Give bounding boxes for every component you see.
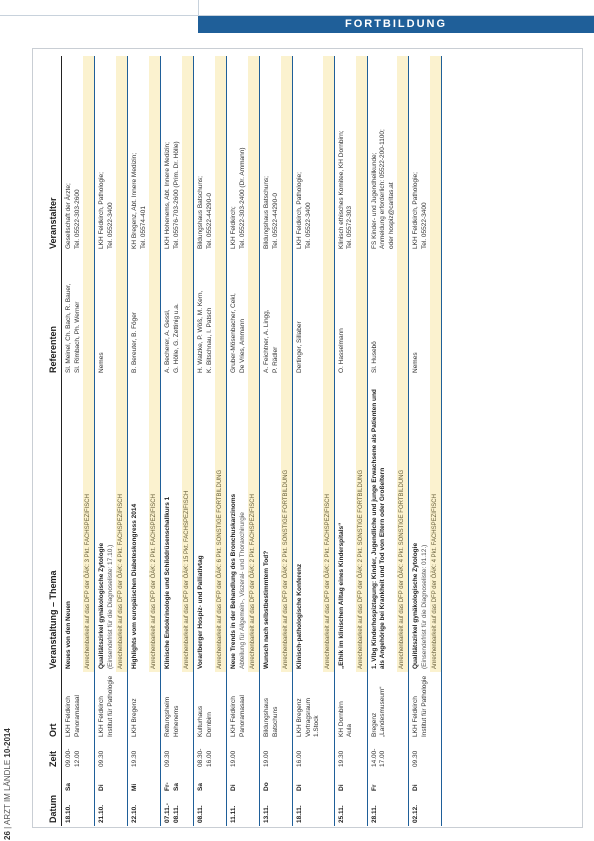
cell-referenten <box>62 252 84 376</box>
cell-zeit <box>128 740 150 770</box>
location-line: Aula <box>346 723 353 737</box>
cme-row <box>149 56 161 826</box>
page-footer <box>3 560 17 840</box>
cell-veranstalter <box>409 56 431 252</box>
header-thema: Veranstaltung – Thema <box>40 376 62 672</box>
cell-datum <box>62 794 84 826</box>
date-text: 18.10. <box>65 804 72 823</box>
cell-referenten <box>194 252 216 376</box>
cell-ort <box>409 672 431 740</box>
cell-veranstalter <box>128 56 150 252</box>
cme-spacer <box>397 740 409 770</box>
cell-referenten <box>293 252 323 376</box>
weekday-text: Do <box>263 782 270 791</box>
cme-credit: Anrechenbarkeit auf das DFP der ÖÄK: 4 Pkt. FACHSPEZIFISCH <box>430 56 442 672</box>
cell-zeit <box>227 740 249 770</box>
date-text: 13.11. <box>263 805 270 823</box>
cme-row <box>248 56 260 826</box>
speaker-line: K. Bitschnau, I. Patsch <box>205 307 213 373</box>
organizer-line: LKH Feldkirch, Pathologie; <box>412 172 419 249</box>
location-line: Bildungshaus <box>263 697 270 737</box>
cme-row <box>182 56 194 826</box>
event-title: „Ethik im klinischen Alltag eines Kinderspitals“ <box>337 522 345 669</box>
top-bar <box>0 0 594 34</box>
event-title: Neues von den Neuen <box>65 601 72 669</box>
cell-referenten <box>367 252 397 376</box>
cme-spacer <box>430 794 442 826</box>
cme-spacer <box>430 672 442 740</box>
time-text: 16.00 <box>296 750 303 767</box>
speaker-line: Sl. Rimbach, Ph. Werner <box>73 301 81 373</box>
cell-datum <box>260 794 282 826</box>
table-row <box>227 56 249 826</box>
section-banner: FORTBILDUNG <box>198 16 594 33</box>
cme-spacer <box>116 794 128 826</box>
cell-thema <box>95 376 117 672</box>
event-subtitle: Abteilung für Allgemein-, Viszeral- und Thoraxchirurgie <box>238 512 246 669</box>
cme-spacer <box>149 794 161 826</box>
cell-referenten <box>227 252 249 376</box>
speaker-line: Sl. Husebö <box>370 341 378 373</box>
location-line: Hohenems <box>172 705 180 737</box>
cell-tag <box>62 770 84 794</box>
cell-tag <box>194 770 216 794</box>
location-line: Institut für Pathologie <box>106 675 114 737</box>
cell-veranstalter <box>334 56 356 252</box>
cme-spacer <box>248 672 260 740</box>
weekday-text: Di <box>98 784 105 791</box>
organizer-line: Tel. 05574-401 <box>139 205 147 249</box>
organizer-line: Tel. 05522-3400 <box>304 202 312 249</box>
cell-zeit <box>260 740 282 770</box>
cell-tag <box>161 770 183 794</box>
cell-veranstalter <box>194 56 216 252</box>
cme-row <box>215 56 227 826</box>
location-line: Vortragsraum 1.Stock <box>304 697 320 737</box>
table-row <box>334 56 356 826</box>
organizer-line: Gesellschaft der Ärzte; <box>65 183 72 249</box>
organizer-line: LKH Feldkirch; <box>230 206 237 249</box>
cme-spacer <box>397 794 409 826</box>
cme-row <box>281 56 293 826</box>
cme-row <box>430 56 442 826</box>
cme-spacer <box>182 672 194 740</box>
cme-row <box>356 56 368 826</box>
cme-spacer <box>248 740 260 770</box>
cell-tag <box>128 770 150 794</box>
event-table-container <box>40 56 564 826</box>
issue-number: 10-2014 <box>3 728 12 758</box>
cell-ort <box>334 672 356 740</box>
time-text: 09.30 <box>98 750 105 767</box>
cell-thema <box>334 376 356 672</box>
speaker-line: H. Watzke, P. Wöß, M. Kern, <box>197 290 204 373</box>
cell-datum <box>409 794 431 826</box>
organizer-line: Anmeldung erforderlich: 05522-200-1100; <box>379 129 386 249</box>
organizer-line: FS Kinder- und Jugendheilkunde; <box>370 152 378 249</box>
cme-credit: Anrechenbarkeit auf das DFP der ÖÄK: 2 Pkt. SONSTIGE FORTBILDUNG <box>281 56 293 672</box>
event-title: Wunsch nach selbstbestimmtem Tod? <box>263 550 270 669</box>
page-number: 26 <box>3 831 12 840</box>
cell-thema <box>227 376 249 672</box>
cell-datum <box>334 794 356 826</box>
cell-ort <box>128 672 150 740</box>
speaker-line: A. Becherer, A. Gessl, <box>164 309 171 373</box>
time-text: 09.30 <box>164 750 171 767</box>
event-title: Neue Trends in der Behandlung des Bronchuskarzinoms <box>230 493 237 669</box>
cell-ort <box>161 672 183 740</box>
cell-datum <box>128 794 150 826</box>
cme-spacer <box>116 672 128 740</box>
table-body <box>62 56 442 826</box>
date-text: 07.11.- 08.11. <box>164 803 180 823</box>
cme-spacer <box>281 740 293 770</box>
cell-veranstalter <box>293 56 323 252</box>
cell-ort <box>194 672 216 740</box>
cell-zeit <box>95 740 117 770</box>
event-subtitle: (Einsendefrist für die Diagnoseliste: 17.10.) <box>106 544 114 669</box>
speaker-line: Gruber-Mösenbacher, Cekl, <box>230 293 237 373</box>
cme-spacer <box>215 740 227 770</box>
cell-ort <box>62 672 84 740</box>
cell-ort <box>293 672 323 740</box>
event-title: Vorarlberger Hospiz- und Palliativtag <box>197 555 204 669</box>
location-line: Panoramasaal <box>73 695 81 737</box>
cme-spacer <box>356 740 368 770</box>
event-title: Qualitätszirkel gynäkologische Zytologie <box>412 542 419 669</box>
table-row <box>62 56 84 826</box>
organizer-line: Tel. 05522-44290-0 <box>271 192 279 249</box>
location-line: LKH Bregenz <box>296 698 303 737</box>
speaker-line: O. Hasselmann <box>337 328 345 373</box>
table-row <box>293 56 323 826</box>
table-row <box>128 56 150 826</box>
cell-ort <box>367 672 397 740</box>
header-datum: Datum <box>40 770 62 826</box>
cme-spacer <box>323 794 335 826</box>
cell-referenten <box>95 252 117 376</box>
organizer-line: Klinisch ethisches Komitee, KH Dornbirn; <box>337 130 345 249</box>
date-text: 08.11. <box>197 805 204 823</box>
time-text: 08.30-16.00 <box>197 748 213 767</box>
cme-spacer <box>323 740 335 770</box>
weekday-text: Di <box>296 784 303 791</box>
table-row <box>161 56 183 826</box>
cell-referenten <box>128 252 150 376</box>
speaker-line: Dertinger, Sillaber <box>296 321 303 373</box>
cell-veranstalter <box>161 56 183 252</box>
cell-veranstalter <box>367 56 397 252</box>
cme-spacer <box>215 794 227 826</box>
cme-credit: Anrechenbarkeit auf das DFP der ÖÄK: 2 Pkt. FACHSPEZIFISCH <box>149 56 161 672</box>
cell-veranstalter <box>62 56 84 252</box>
header-ort: Ort <box>40 672 62 740</box>
event-title: Klinisch-pathologische Konferenz <box>296 563 303 669</box>
organizer-line: Bildungshaus Batschuns; <box>263 176 270 249</box>
time-text: 19.30 <box>131 750 138 767</box>
cell-datum <box>227 794 249 826</box>
header-zeit: Zeit <box>40 740 62 770</box>
cme-spacer <box>248 794 260 826</box>
cme-credit: Anrechenbarkeit auf das DFP der ÖÄK: 15 Pkt. FACHSPEZIFISCH <box>182 56 194 672</box>
weekday-text: Sa <box>65 783 72 791</box>
cme-spacer <box>323 770 335 794</box>
event-title: Qualitätszirkel gynäkologische Zytologie <box>98 542 105 669</box>
organizer-line: oder hospiz@caritas.at <box>387 182 395 249</box>
table-row <box>260 56 282 826</box>
date-text: 22.10. <box>131 804 138 823</box>
cell-referenten <box>161 252 183 376</box>
weekday-text: Fr- Sa <box>164 782 180 791</box>
cell-zeit <box>161 740 183 770</box>
location-line: LKH Feldkirch <box>65 696 72 737</box>
table-row <box>194 56 216 826</box>
footer-separator: | <box>3 826 12 829</box>
location-line: LKH Bregenz <box>131 698 138 737</box>
cell-thema <box>194 376 216 672</box>
weekday-text: Mi <box>131 783 138 791</box>
location-line: Institut für Pathologie <box>420 675 428 737</box>
cell-datum <box>95 794 117 826</box>
time-text: 19.30 <box>337 750 345 767</box>
location-line: Bregenz <box>370 712 378 737</box>
location-line: LKH Feldkirch <box>98 696 105 737</box>
speaker-line: B. Bereuter, B. Föger <box>131 311 138 373</box>
cell-zeit <box>367 740 397 770</box>
cme-credit: Anrechenbarkeit auf das DFP der ÖÄK: 6 Pkt. SONSTIGE FORTBILDUNG <box>215 56 227 672</box>
top-tick <box>198 0 199 16</box>
date-text: 28.11. <box>370 805 378 823</box>
speaker-line: G. Hölle, G. Zettinig u.a. <box>172 303 180 373</box>
cell-zeit <box>293 740 323 770</box>
cme-spacer <box>149 740 161 770</box>
cme-spacer <box>149 672 161 740</box>
speaker-line: Sl. Meinel, Ch. Bach, R. Bauer, <box>65 283 72 373</box>
organizer-line: Tel. 05522-3400 <box>420 202 428 249</box>
event-title: 1. Vlbg Kinderhospiztagung: Kinder, Jugendliche und junge Erwachsene als Patienten und als Angehörige bei Krankheit und Tod von Eltern oder Großeltern <box>370 389 386 669</box>
location-line: „Landesmuseum“ <box>379 686 386 737</box>
time-text: 14.00-17.00 <box>370 748 386 767</box>
cme-spacer <box>397 770 409 794</box>
cme-spacer <box>83 770 95 794</box>
cme-row <box>116 56 128 826</box>
cme-spacer <box>83 672 95 740</box>
organizer-line: Tel. 05572-303 <box>346 205 353 249</box>
weekday-text: Di <box>412 784 419 791</box>
location-line: Panoramasaal <box>238 695 246 737</box>
header-veranstalter: Veranstalter <box>40 56 62 252</box>
cell-veranstalter <box>227 56 249 252</box>
cell-thema <box>62 376 84 672</box>
cme-spacer <box>215 770 227 794</box>
cme-row <box>83 56 95 826</box>
cme-spacer <box>182 740 194 770</box>
cell-thema <box>367 376 397 672</box>
cme-credit: Anrechenbarkeit auf das DFP der ÖÄK: 4 Pkt. SONSTIGE FORTBILDUNG <box>397 56 409 672</box>
date-text: 02.12. <box>412 804 419 823</box>
cell-tag <box>293 770 323 794</box>
cell-datum <box>367 794 397 826</box>
cme-credit: Anrechenbarkeit auf das DFP der ÖÄK: 3 Pkt. FACHSPEZIFISCH <box>83 56 95 672</box>
organizer-line: LKH Feldkirch, Pathologie; <box>98 172 105 249</box>
cme-spacer <box>182 794 194 826</box>
cell-datum <box>293 794 323 826</box>
cell-ort <box>95 672 117 740</box>
cell-tag <box>409 770 431 794</box>
cme-spacer <box>182 770 194 794</box>
speaker-line: P. Rädler <box>271 346 279 373</box>
cell-thema <box>293 376 323 672</box>
cme-spacer <box>149 770 161 794</box>
weekday-text: Fr <box>370 784 378 791</box>
cell-referenten <box>260 252 282 376</box>
footer-text <box>3 560 12 840</box>
cell-datum <box>161 794 183 826</box>
organizer-line: LKH Feldkirch, Pathologie; <box>296 172 303 249</box>
speaker-line: Nemes <box>98 352 105 373</box>
date-text: 11.11. <box>230 805 237 823</box>
time-text: 09.30 <box>412 750 419 767</box>
cell-referenten <box>409 252 431 376</box>
location-line: Dornbirn <box>205 712 213 737</box>
cme-spacer <box>215 672 227 740</box>
cme-credit: Anrechenbarkeit auf das DFP der ÖÄK: 2 Pkt. FACHSPEZIFISCH <box>248 56 260 672</box>
organizer-line: Tel. 05522-44290-0 <box>205 192 213 249</box>
date-text: 25.11. <box>337 805 345 823</box>
cell-tag <box>260 770 282 794</box>
cell-thema <box>409 376 431 672</box>
weekday-text: Di <box>337 784 345 791</box>
organizer-line: Tel. 05522-303-2600 <box>73 189 81 249</box>
speaker-line: De Vries, Ammann <box>238 319 246 373</box>
speaker-line: Nemes <box>412 352 419 373</box>
cme-spacer <box>356 794 368 826</box>
table-row <box>95 56 117 826</box>
cell-zeit <box>409 740 431 770</box>
organizer-line: LKH Hohenems, Abt. Innere Medizin; <box>164 142 171 249</box>
cme-credit: Anrechenbarkeit auf das DFP der ÖÄK: 2 Pkt. FACHSPEZIFISCH <box>323 56 335 672</box>
cme-credit: Anrechenbarkeit auf das DFP der ÖÄK: 2 Pkt. SONSTIGE FORTBILDUNG <box>356 56 368 672</box>
cme-spacer <box>83 794 95 826</box>
cell-tag <box>367 770 397 794</box>
event-title: Klinische Endokrinologie und Schilddrüsenschallkurs 1 <box>164 496 171 669</box>
table-row <box>409 56 431 826</box>
cell-thema <box>128 376 150 672</box>
organizer-line: Tel. 05522-3400 <box>106 202 114 249</box>
header-referenten: Referenten <box>40 252 62 376</box>
date-text: 21.10. <box>98 804 105 823</box>
cme-spacer <box>116 740 128 770</box>
location-line: Kulturhaus <box>197 705 204 737</box>
cell-thema <box>260 376 282 672</box>
organizer-line: Bildungshaus Batschuns; <box>197 176 204 249</box>
cell-thema <box>161 376 183 672</box>
cell-datum <box>194 794 216 826</box>
cme-row <box>397 56 409 826</box>
cme-spacer <box>248 770 260 794</box>
cme-spacer <box>430 740 442 770</box>
organizer-line: KH Bregenz, Abt. Innere Medizin; <box>131 152 138 249</box>
cme-spacer <box>356 770 368 794</box>
cme-spacer <box>356 672 368 740</box>
table-row <box>367 56 397 826</box>
cell-veranstalter <box>95 56 117 252</box>
time-text: 19.00 <box>263 750 270 767</box>
weekday-text: Di <box>230 784 237 791</box>
cme-row <box>323 56 335 826</box>
cme-spacer <box>116 770 128 794</box>
organizer-line: Tel. 05576-703-2600 (Prim. Dr. Hölle) <box>172 141 180 249</box>
table-header-row <box>40 56 62 826</box>
cell-referenten <box>334 252 356 376</box>
location-line: KH Dornbirn <box>337 701 345 737</box>
cme-spacer <box>281 770 293 794</box>
cme-spacer <box>430 770 442 794</box>
cell-ort <box>227 672 249 740</box>
cme-spacer <box>323 672 335 740</box>
time-text: 09.00-12.00 <box>65 748 81 767</box>
cell-tag <box>334 770 356 794</box>
event-table <box>40 56 442 826</box>
cell-zeit <box>194 740 216 770</box>
cme-spacer <box>281 672 293 740</box>
event-title: Highlights vom europäischen Diabeteskongress 2014 <box>131 503 138 669</box>
cell-ort <box>260 672 282 740</box>
location-line: LKH Feldkirch <box>412 696 419 737</box>
cell-zeit <box>334 740 356 770</box>
location-line: Rettungsheim <box>164 696 171 737</box>
location-line: LKH Feldkirch <box>230 696 237 737</box>
cme-spacer <box>397 672 409 740</box>
weekday-text: Sa <box>197 783 204 791</box>
cell-tag <box>95 770 117 794</box>
organizer-line: Tel. 05522-303-2400 (Dr. Ammann) <box>238 147 246 249</box>
event-subtitle: (Einsendefrist für die Diagnoseliste: 01.12.) <box>420 544 428 669</box>
cell-veranstalter <box>260 56 282 252</box>
cell-tag <box>227 770 249 794</box>
magazine-name: ARZT IM LÄNDLE <box>3 759 12 825</box>
cme-credit: Anrechenbarkeit auf das DFP der ÖÄK: 4 Pkt. FACHSPEZIFISCH <box>116 56 128 672</box>
time-text: 19.00 <box>230 750 237 767</box>
date-text: 18.11. <box>296 805 303 823</box>
cme-spacer <box>83 740 95 770</box>
cme-spacer <box>281 794 293 826</box>
speaker-line: A. Feichtner, A. Lingg, <box>263 309 270 373</box>
location-line: Batschuns <box>271 706 279 737</box>
cell-zeit <box>62 740 84 770</box>
